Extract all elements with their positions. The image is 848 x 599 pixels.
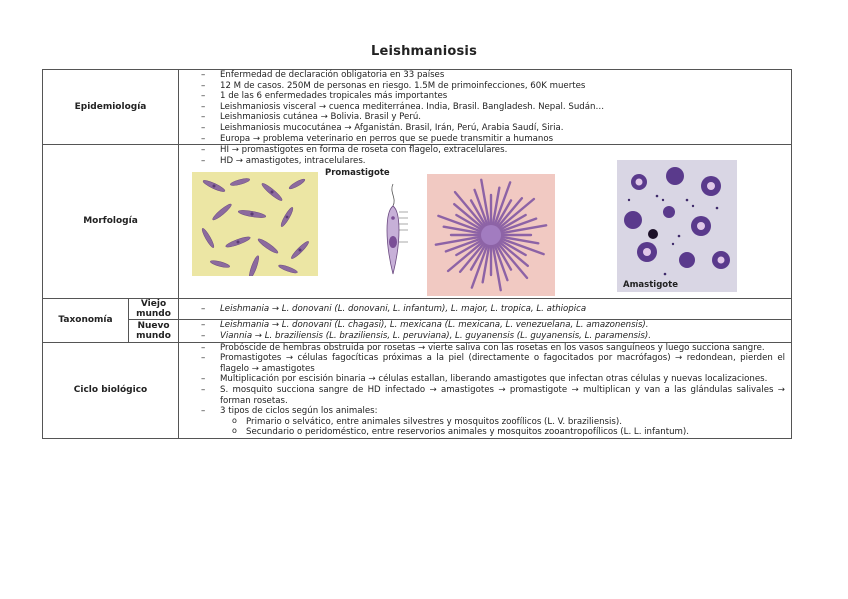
viejo-mundo-content bbox=[179, 299, 792, 320]
label-epidemiologia: Epidemiología bbox=[43, 70, 179, 145]
amastigote-caption: Amastigote bbox=[623, 280, 678, 291]
morfologia-item: – HD → amastigotes, intracelulares. bbox=[187, 156, 785, 167]
row-taxonomia-viejo bbox=[43, 299, 792, 320]
epidemiologia-item: – Europa → problema veterinario en perros que se puede transmitir a humanos bbox=[187, 134, 785, 145]
leishmaniosis-table bbox=[42, 69, 792, 439]
row-ciclo bbox=[43, 342, 792, 438]
label-viejo-mundo: Viejo mundo bbox=[129, 299, 179, 320]
row-taxonomia-nuevo bbox=[43, 320, 792, 342]
ciclo-item: – Promastigotes → células fagocíticas próximas a la piel (directamente o fagocitados por macrófagos) → redondean, pierden el flagelo → amastigotes bbox=[187, 353, 785, 374]
amastigote-micrograph bbox=[617, 160, 737, 292]
ciclo-item: – 3 tipos de ciclos según los animales: o Primario o selvático, entre animales silvestres y mosquitos zoofílicos (L. V. braziliensis). o Secundario o peridoméstico, entre reservorios animales y mosquitos zooantropofílicos (L. L. infantum). bbox=[187, 406, 785, 438]
viejo-mundo-item: – Leishmania → L. donovani (L. donovani, L. infantum), L. major, L. tropica, L. athiopica bbox=[187, 304, 785, 315]
row-epidemiologia bbox=[43, 70, 792, 145]
label-nuevo-mundo: Nuevo mundo bbox=[129, 320, 179, 342]
ciclo-item: – S. mosquito succiona sangre de HD infectado → amastigotes → promastigote → multiplican y van a las glándulas salivales → forman rosetas. bbox=[187, 385, 785, 406]
nuevo-mundo-item: – Viannia → L. braziliensis (L. braziliensis, L. peruviana), L. guyanensis (L. guyanensis, L. paramensis). bbox=[187, 331, 785, 342]
ciclo-item: – Probóscide de hembras obstruida por rosetas → vierte saliva con las rosetas en los vasos sanguíneos y luego succiona sangre. bbox=[187, 343, 785, 354]
morfologia-images bbox=[179, 166, 791, 298]
ciclo-subtype-item: o Secundario o peridoméstico, entre reservorios animales y mosquitos zooantropofílicos (L. L. infantum). bbox=[220, 427, 785, 438]
epidemiologia-list bbox=[179, 70, 791, 144]
epidemiologia-content bbox=[179, 70, 792, 145]
label-ciclo: Ciclo biológico bbox=[43, 342, 179, 438]
epidemiologia-item: – Leishmaniosis cutánea → Bolivia. Brasil y Perú. bbox=[187, 112, 785, 123]
rosette-micrograph bbox=[427, 174, 555, 296]
row-morfologia bbox=[43, 145, 792, 299]
ciclo-subtype-item: o Primario o selvático, entre animales silvestres y mosquitos zoofílicos (L. V. braziliensis). bbox=[220, 417, 785, 428]
epidemiologia-item: – 12 M de casos. 250M de personas en riesgo. 1.5M de primoinfecciones, 60K muertes bbox=[187, 81, 785, 92]
promastigote-caption: Promastigote bbox=[325, 168, 390, 179]
morfologia-item: – HI → promastigotes en forma de roseta con flagelo, extracelulares. bbox=[187, 145, 785, 156]
ciclo-subtypes-list bbox=[220, 417, 785, 438]
label-morfologia: Morfología bbox=[43, 145, 179, 299]
promastigote-micrograph bbox=[192, 172, 318, 276]
viejo-mundo-list bbox=[179, 304, 791, 315]
ciclo-content bbox=[179, 342, 792, 438]
epidemiologia-item: – 1 de las 6 enfermedades tropicales más importantes bbox=[187, 91, 785, 102]
nuevo-mundo-content bbox=[179, 320, 792, 342]
promastigote-diagram bbox=[375, 182, 411, 282]
epidemiologia-item: – Leishmaniosis mucocutánea → Afganistán. Brasil, Irán, Perú, Arabia Saudí, Siria. bbox=[187, 123, 785, 134]
nuevo-mundo-list bbox=[179, 320, 791, 341]
morfologia-content bbox=[179, 145, 792, 299]
ciclo-item: – Multiplicación por escisión binaria → células estallan, liberando amastigotes que infectan otras células y nuevas localizaciones. bbox=[187, 374, 785, 385]
nuevo-mundo-item: – Leishmania → L. donovani (L. chagasi), L. mexicana (L. mexicana, L. venezuelana, L. amazonensis). bbox=[187, 320, 785, 331]
label-taxonomia: Taxonomía bbox=[43, 299, 129, 342]
page-title: Leishmaniosis bbox=[370, 44, 478, 59]
ciclo-list bbox=[179, 343, 791, 438]
epidemiologia-item: – Leishmaniosis visceral → cuenca mediterránea. India, Brasil. Bangladesh. Nepal. Sudán… bbox=[187, 102, 785, 113]
epidemiologia-item: – Enfermedad de declaración obligatoria en 33 países bbox=[187, 70, 785, 81]
